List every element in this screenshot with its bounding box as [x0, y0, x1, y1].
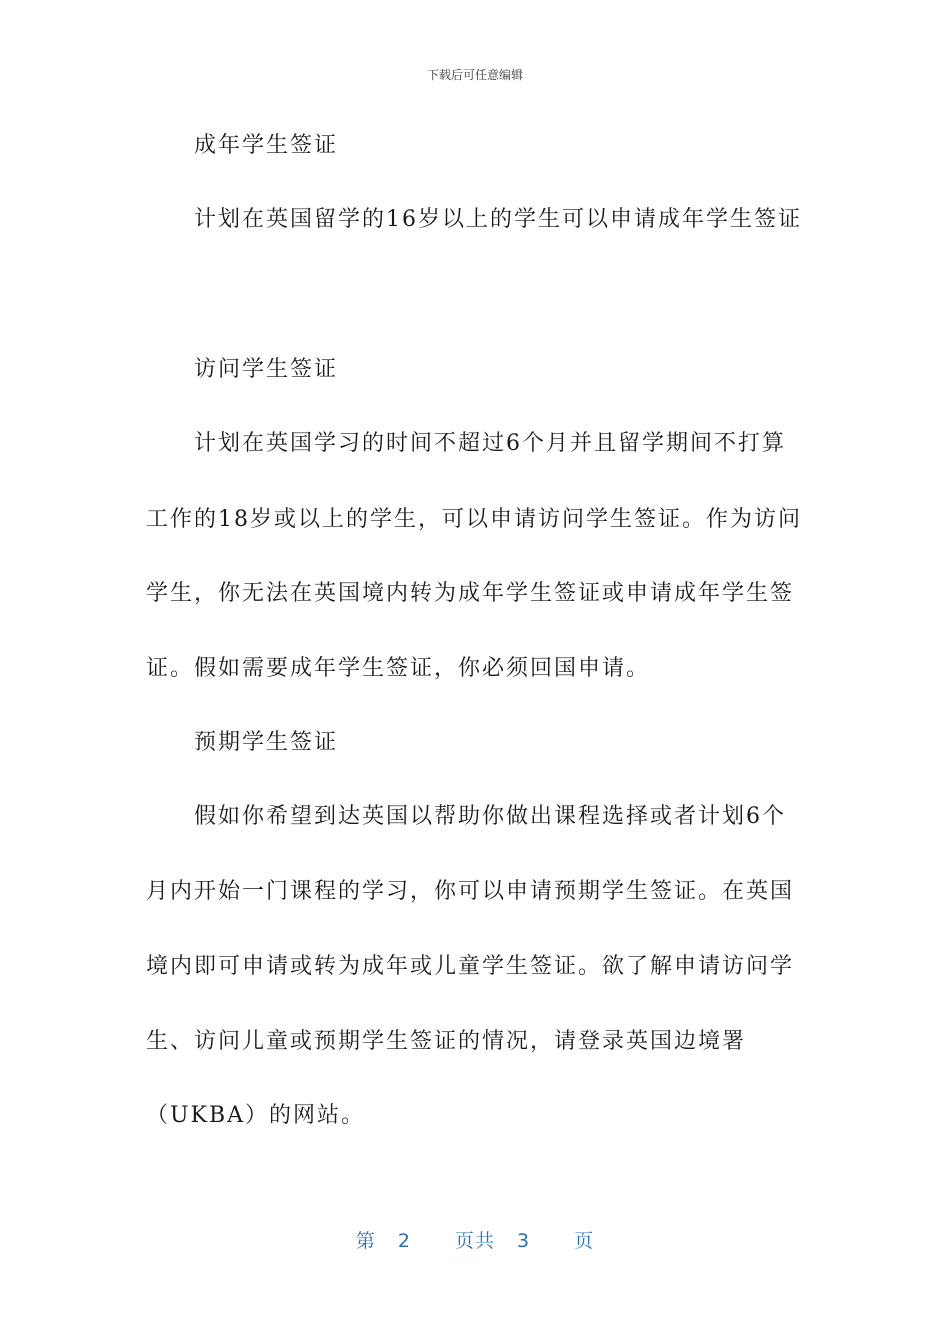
- footer-prefix: 第: [355, 1230, 376, 1252]
- header-note: 下载后可任意编辑: [426, 68, 523, 82]
- footer-suffix: 页: [574, 1230, 595, 1252]
- paragraph-line: （UKBA）的网站。: [146, 1103, 366, 1128]
- paragraph-line: 学生，你无法在英国境内转为成年学生签证或申请成年学生签: [146, 581, 795, 606]
- page-number-total: 3: [517, 1230, 531, 1252]
- paragraph-line: 计划在英国学习的时间不超过6个月并且留学期间不打算: [194, 431, 786, 456]
- paragraph-line: 工作的18岁或以上的学生，可以申请访问学生签证。作为访问: [146, 507, 802, 532]
- paragraph-line: 计划在英国留学的16岁以上的学生可以申请成年学生签证: [194, 207, 802, 232]
- section-heading-prospective-visa: 预期学生签证: [194, 730, 339, 755]
- paragraph-line: 生、访问儿童或预期学生签证的情况，请登录英国边境署: [146, 1029, 747, 1054]
- page-footer: [0, 1226, 950, 1253]
- paragraph-line: 月内开始一门课程的学习，你可以申请预期学生签证。在英国: [146, 879, 795, 904]
- paragraph-line: 假如你希望到达英国以帮助你做出课程选择或者计划6个: [194, 804, 786, 829]
- section-heading-visiting-visa: 访问学生签证: [194, 357, 339, 382]
- page-number-current: 2: [397, 1230, 411, 1252]
- paragraph-line: 境内即可申请或转为成年或儿童学生签证。欲了解申请访问学: [146, 954, 795, 979]
- section-heading-adult-visa: 成年学生签证: [194, 133, 339, 158]
- paragraph-line: 证。假如需要成年学生签证，你必须回国申请。: [146, 656, 651, 681]
- footer-middle: 页共: [454, 1230, 495, 1252]
